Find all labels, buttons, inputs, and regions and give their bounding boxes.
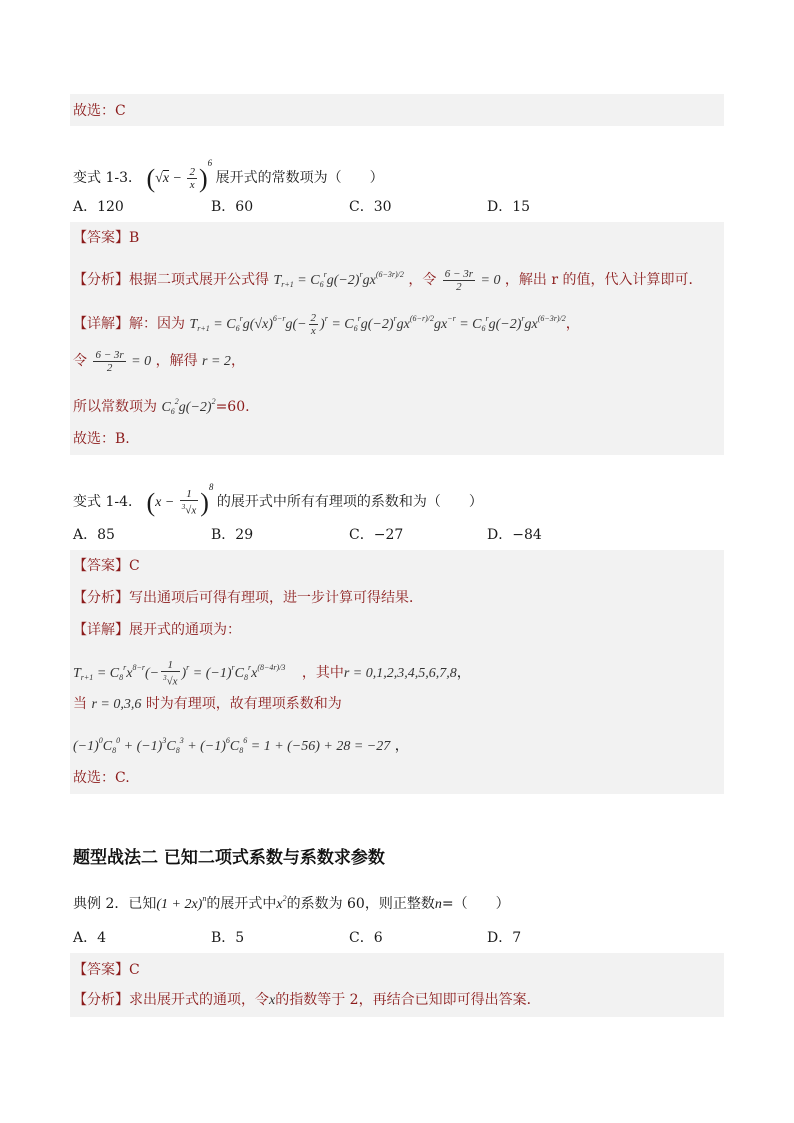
option-d: D．7 xyxy=(487,930,522,946)
answer-line: 【答案】C xyxy=(73,962,140,978)
analysis-line: 【分析】根据二项式展开公式得 $T_{r+1} = C_6^rg(-2)^rgx^{(6-3r)/2}$ ，令 $\frac{6 - 3r}{2}$ = 0 ，解出 r 的值，代入计算即可． xyxy=(73,268,703,294)
analysis-line: 【分析】写出通项后可得有理项，进一步计算可得结果． xyxy=(73,590,423,606)
option-b: B．29 xyxy=(211,527,254,543)
option-b: B．60 xyxy=(211,199,254,215)
analysis-line: 【分析】求出展开式的通项，令x的指数等于 2，再结合已知即可得出答案． xyxy=(73,992,541,1008)
formula-line-1: $T_{r+1} = C_8^rx^{8-r}(-$ $\frac{1}{^3√x}$ )$^r = (-1)^rC_8^rx^{(8-4r)/3}$ ，其中r = 0,1,2,3,4,5,6,7,8， xyxy=(73,659,471,689)
question-text: 展开式的常数项为（ ） xyxy=(215,170,384,186)
option-b: B．5 xyxy=(211,930,245,946)
detail-line-3: 所以常数项为 $C_6^2g(-2)^2=60$. xyxy=(73,397,250,416)
answer-line: 【答案】C xyxy=(73,558,140,574)
option-a: A．85 xyxy=(73,527,115,543)
answer-block-shade-1 xyxy=(70,94,724,126)
choice-line: 故选：C xyxy=(73,103,126,119)
option-d: D．15 xyxy=(487,199,531,215)
detail-line: 【详解】展开式的通项为： xyxy=(73,622,241,638)
choice-line-2: 故选：B. xyxy=(73,431,130,447)
question-text: 的展开式中所有有理项的系数和为（ ） xyxy=(216,494,483,510)
example-2: 典例 2．已知$(1 + 2x)^n$的展开式中$x^2$的系数为 60，则正整数n=（ ） xyxy=(73,894,510,912)
question-1-3: 变式 1-3． (√x − $\frac{2}{x}$ )$^6$ 展开式的常数项为（ ） xyxy=(73,158,384,193)
detail-line: 【详解】解：因为 $T_{r+1} = C_6^rg(√x)^{6-r}g(-$ $\frac{2}{x}$ )$^r = C_6^rg(-2)^rgx^{(6-r)/2}gx^{-r} = C_6^rg(-2)^rgx^{(6-3r)/2}$， xyxy=(73,312,580,338)
option-a: A．4 xyxy=(73,930,107,946)
answer-block-shade-2 xyxy=(70,222,724,455)
option-c: C．6 xyxy=(349,930,383,946)
option-c: C．−27 xyxy=(349,527,404,543)
question-label: 变式 1-4． xyxy=(73,494,142,510)
option-a: A．120 xyxy=(73,199,124,215)
formula-line-2: $(-1)^0C_8^0 + (-1)^3C_8^3 + (-1)^6C_8^6 = 1 + (-56) + 28 = -27$ ， xyxy=(73,736,409,755)
choice-line-3: 故选：C. xyxy=(73,770,130,786)
detail-line-2: 当 r = 0,3,6 时为有理项，故有理项系数和为 xyxy=(73,696,342,712)
detail-line-2: 令 $\frac{6 - 3r}{2}$ = 0 ，解得 r = 2， xyxy=(73,349,245,375)
section-heading: 题型战法二 已知二项式系数与系数求参数 xyxy=(73,848,385,868)
question-label: 变式 1-3． xyxy=(73,170,142,186)
answer-line: 【答案】B xyxy=(73,230,140,246)
question-1-4: 变式 1-4． (x − $\frac{1}{^3√x}$ )$^8$ 的展开式中所有有理项的系数和为（ ） xyxy=(73,482,483,518)
option-d: D．−84 xyxy=(487,527,542,543)
option-c: C．30 xyxy=(349,199,392,215)
